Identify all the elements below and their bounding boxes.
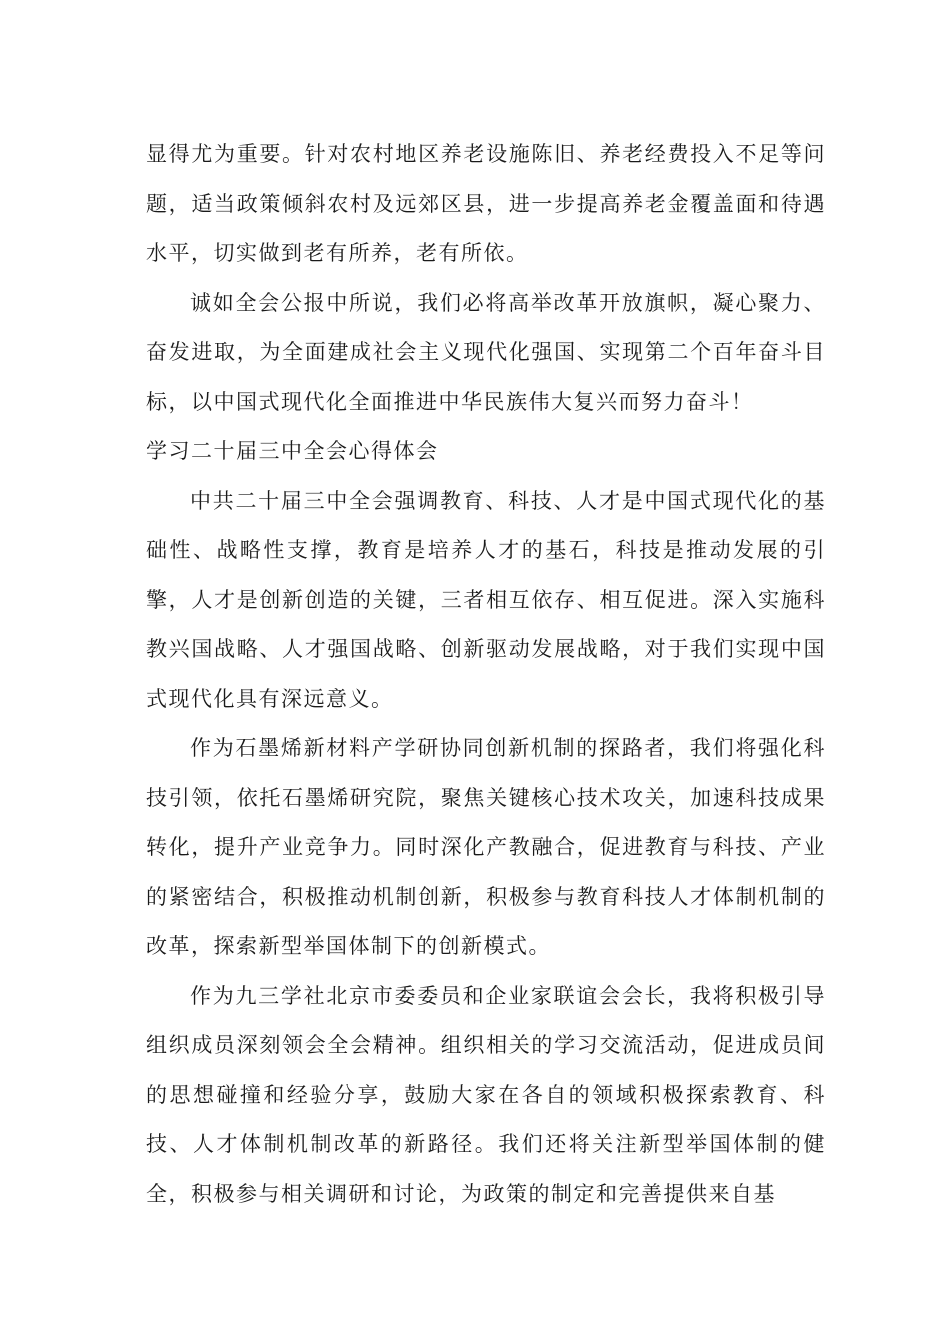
- paragraph-jiusan-society: 作为九三学社北京市委委员和企业家联谊会会长，我将积极引导组织成员深刻领会全会精神。组织相关的学习交流活动，促进成员间的思想碰撞和经验分享，鼓励大家在各自的领域积极探索教育、科技、人才体制机制改革的新路径。我们还将关注新型举国体制的健全，积极参与相关调研和讨论，为政策的制定和完善提供来自基: [146, 983, 826, 1206]
- section-heading: 学习二十届三中全会心得体会: [146, 439, 439, 463]
- paragraph-education-science-talent: 中共二十届三中全会强调教育、科技、人才是中国式现代化的基础性、战略性支撑，教育是培养人才的基石，科技是推动发展的引擎，人才是创新创造的关键，三者相互依存、相互促进。深入实施科教兴国战略、人才强国战略、创新驱动发展战略，对于我们实现中国式现代化具有深远意义。: [146, 488, 826, 711]
- paragraph-graphene-innovation: 作为石墨烯新材料产学研协同创新机制的探路者，我们将强化科技引领，依托石墨烯研究院，聚焦关键核心技术攻关，加速科技成果转化，提升产业竞争力。同时深化产教融合，促进教育与科技、产业的紧密结合，积极推动机制创新，积极参与教育科技人才体制机制的改革，探索新型举国体制下的创新模式。: [146, 736, 826, 958]
- paragraph-pension-continuation: 显得尤为重要。针对农村地区养老设施陈旧、养老经费投入不足等问题，适当政策倾斜农村及远郊区县，进一步提高养老金覆盖面和待遇水平，切实做到老有所养，老有所依。: [146, 142, 826, 265]
- document-body: [146, 130, 826, 1219]
- paragraph-communique-quote: 诚如全会公报中所说，我们必将高举改革开放旗帜，凝心聚力、奋发进取，为全面建成社会主义现代化强国、实现第二个百年奋斗目标，以中国式现代化全面推进中华民族伟大复兴而努力奋斗！: [146, 290, 826, 414]
